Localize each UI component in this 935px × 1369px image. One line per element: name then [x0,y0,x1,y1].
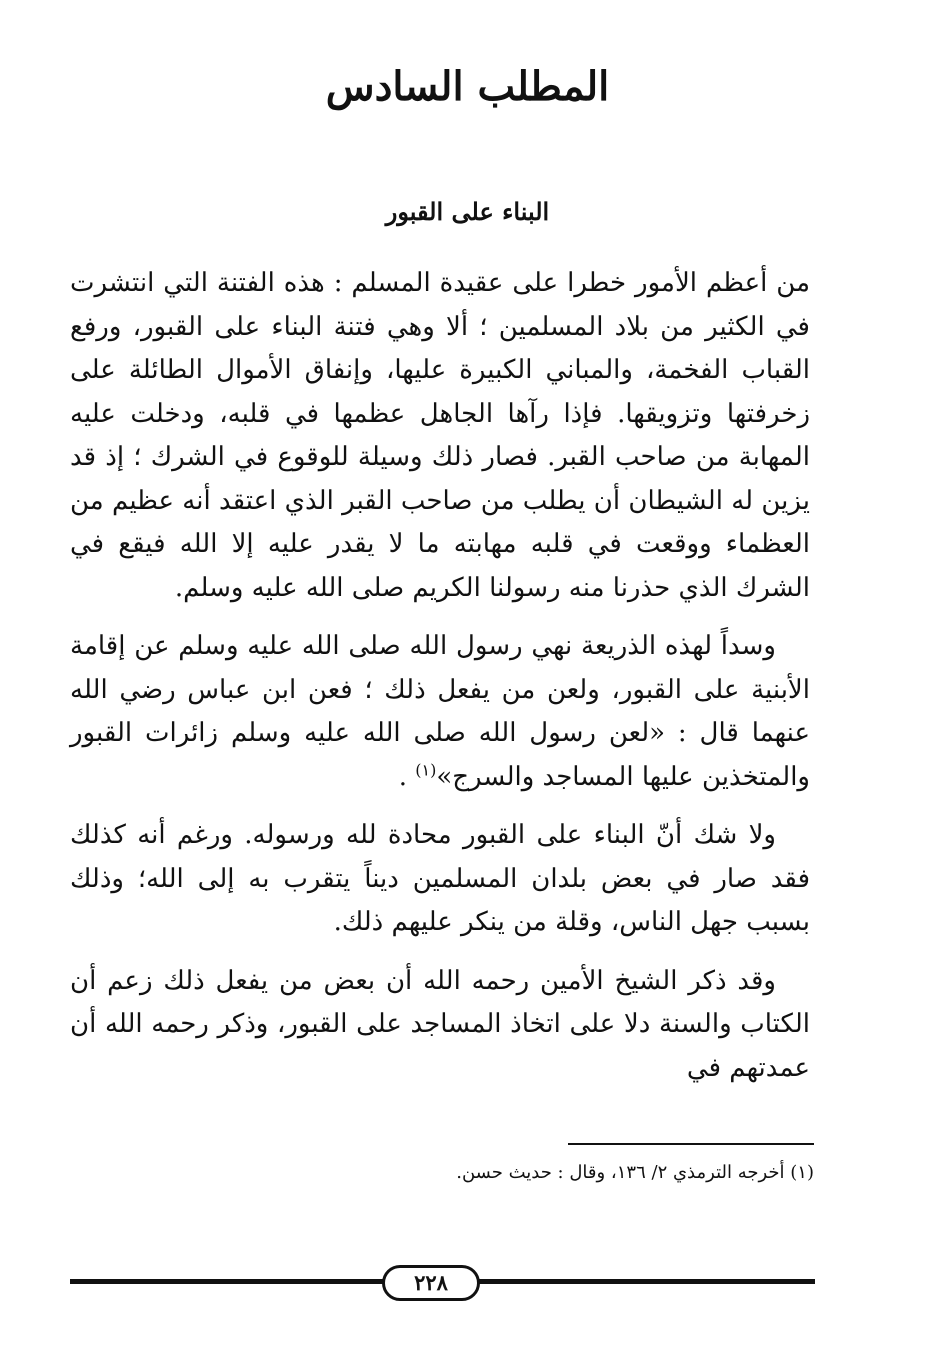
section-title: البناء على القبور [385,197,550,226]
paragraph-3: ولا شك أنّ البناء على القبور محادة لله ورسوله. ورغم أنه كذلك فقد صار في بعض بلدان المسلمين ديناً يتقرب به إلى الله؛ وذلك بسبب جهل الناس، وقلة من ينكر عليهم ذلك. [70,820,810,937]
footnote: (١) أخرجه الترمذي ٢/ ١٣٦، وقال : حديث حسن. [456,1162,814,1183]
footnote-reference: (١) [415,759,437,779]
footer-line-left [70,1279,390,1284]
paragraph-2 [70,625,810,799]
chapter-title: المطلب السادس [325,63,610,110]
paragraph-2-end: . [398,761,416,792]
paragraph-4: وقد ذكر الشيخ الأمين رحمه الله أن بعض من يفعل ذلك زعم أن الكتاب والسنة دلا على اتخاذ المساجد على القبور، وذكر رحمه الله أن عمدتهم في [70,965,810,1083]
page-number: ٢٢٨ [382,1265,480,1301]
body-text [70,262,810,1105]
footnote-divider [568,1143,814,1145]
footer-line-right [475,1279,815,1284]
paragraph-2-text: وسداً لهذه الذريعة نهي رسول الله صلى الله عليه وسلم عن إقامة الأبنية على القبور، ولعن من يفعل ذلك ؛ فعن ابن عباس رضي الله عنهما قال : «لعن رسول الله صلى الله عليه وسلم زائرات القبور والمتخذين عليها المساجد والسرج» [70,631,810,792]
paragraph-1: من أعظم الأمور خطرا على عقيدة المسلم : هذه الفتنة التي انتشرت في الكثير من بلاد المسلمين ؛ ألا وهي فتنة البناء على القبور، ورفع القباب الفخمة، والمباني الكبيرة عليها، وإنفاق الأموال الطائلة على زخرفتها وتزويقها. فإذا رآها الجاهل عظمها في قلبه، ودخلت عليه المهابة من صاحب القبر. فصار ذلك وسيلة للوقوع في الشرك ؛ إذ قد يزين له الشيطان أن يطلب من صاحب القبر الذي اعتقد أنه عظيم من العظماء ووقعت في قلبه مهابته ما لا يقدر عليه إلا الله فيقع في الشرك الذي حذرنا منه رسولنا الكريم صلى الله عليه وسلم. [70,268,810,603]
